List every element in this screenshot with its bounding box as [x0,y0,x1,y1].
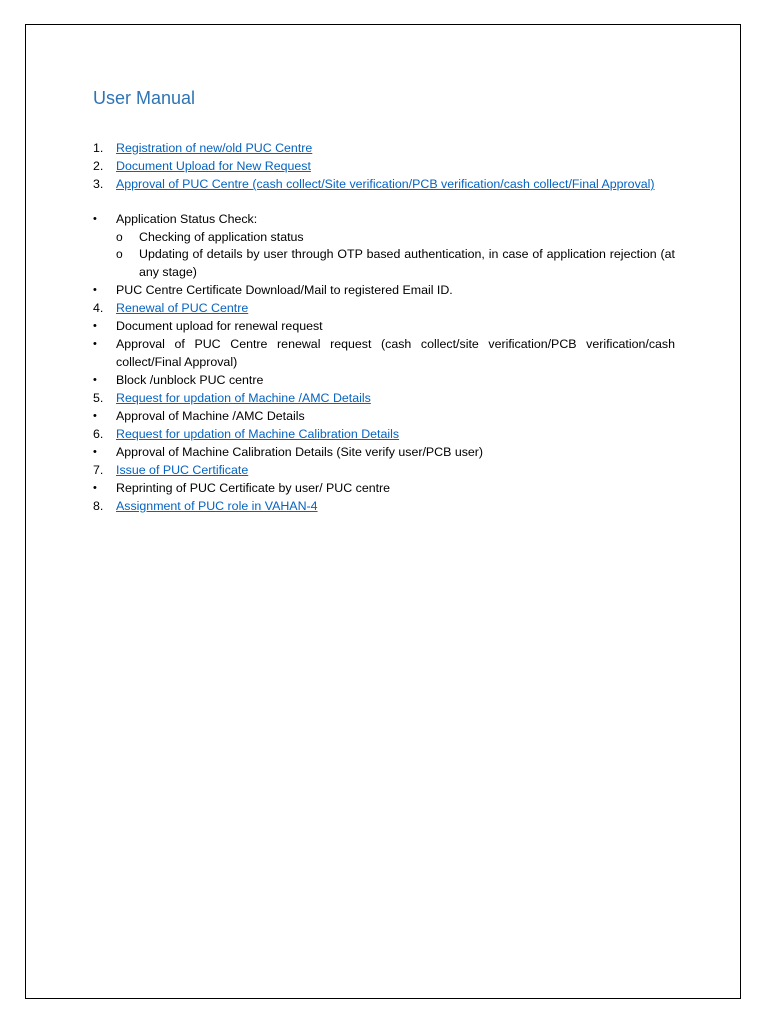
circle-bullet-icon: o [116,247,123,261]
link-machine-amc[interactable]: Request for updation of Machine /AMC Details [116,391,371,405]
list-item-text: PUC Centre Certificate Download/Mail to registered Email ID. [116,283,453,297]
bullet-icon: • [93,338,97,350]
link-issue-certificate[interactable]: Issue of PUC Certificate [116,463,249,477]
link-assignment-puc-role[interactable]: Assignment of PUC role in VAHAN-4 [116,499,318,513]
sub-list-item-text: Updating of details by user through OTP based authentication, in case of application rejection (at any stage) [139,247,675,279]
circle-bullet-icon: o [116,230,123,244]
item-number: 2. [93,159,104,173]
sub-list-item-text: Checking of application status [139,230,304,244]
list-item-text: Approval of Machine Calibration Details (Site verify user/PCB user) [116,445,484,459]
link-approval-puc-centre[interactable]: Approval of PUC Centre (cash collect/Site verification/PCB verification/cash collect/Final Approval) [116,177,655,191]
item-number: 7. [93,463,104,477]
list-item-text: Application Status Check: [116,212,258,226]
list-item-text: Approval of PUC Centre renewal request (cash collect/site verification/PCB verification/cash collect/Final Approval) [116,337,675,369]
bullet-icon: • [93,374,97,386]
list-item-text: Block /unblock PUC centre [116,373,264,387]
link-registration[interactable]: Registration of new/old PUC Centre [116,141,313,155]
list-item-text: Reprinting of PUC Certificate by user/ PUC centre [116,481,391,495]
item-number: 4. [93,301,104,315]
bullet-icon: • [93,410,97,422]
link-document-upload[interactable]: Document Upload for New Request [116,159,311,173]
document-title: User Manual [93,88,196,108]
list-item-text: Document upload for renewal request [116,319,323,333]
bullet-icon: • [93,284,97,296]
bullet-icon: • [93,213,97,225]
item-number: 6. [93,427,104,441]
bullet-icon: • [93,482,97,494]
item-number: 5. [93,391,104,405]
list-item-text: Approval of Machine /AMC Details [116,409,305,423]
item-number: 8. [93,499,104,513]
item-number: 3. [93,177,104,191]
link-machine-calibration[interactable]: Request for updation of Machine Calibration Details [116,427,400,441]
item-number: 1. [93,141,104,155]
bullet-icon: • [93,446,97,458]
link-renewal[interactable]: Renewal of PUC Centre [116,301,249,315]
bullet-icon: • [93,320,97,332]
